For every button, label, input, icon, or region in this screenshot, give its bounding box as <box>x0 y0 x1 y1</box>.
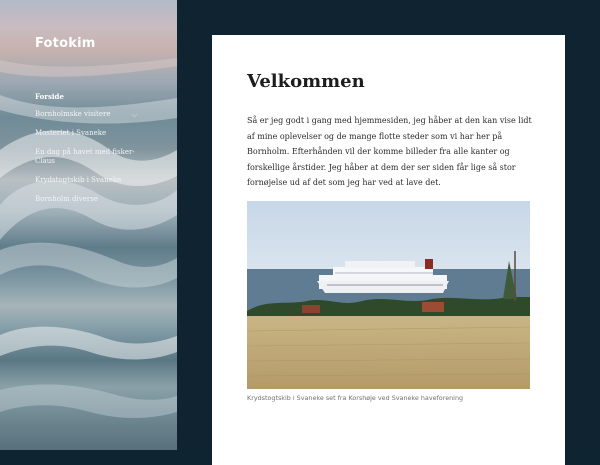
main-navigation <box>35 92 145 214</box>
cruise-ship-photo[interactable] <box>247 201 530 389</box>
nav-item-mosteriet[interactable]: Mosteriet i Svaneke <box>35 129 107 137</box>
page-title: Velkommen <box>247 71 365 92</box>
nav-item-bornholmske-visitere[interactable] <box>35 110 145 119</box>
main-content <box>212 35 565 465</box>
nav-item-fisker-claus[interactable]: En dag på havet med fisker-Claus <box>35 148 135 165</box>
sidebar-background-image <box>0 0 177 450</box>
nav-item-forside[interactable]: Forside <box>35 92 64 101</box>
image-caption: Krydstogtskib i Svaneke set fra Korshøje ved Svaneke haveforening <box>247 394 464 402</box>
nav-item-label: Bornholmske visitere <box>35 110 111 118</box>
sidebar <box>0 0 177 450</box>
nav-item-krydstogtskib[interactable]: Krydstogtskib i Svaneke <box>35 176 122 184</box>
intro-paragraph: Så er jeg godt i gang med hjemmesiden, jeg håber at den kan vise lidt af mine oplevelser og de mange flotte steder som vi har her på Bornholm. Efterhånden vil der komme billeder fra alle kanter og forskellige årstider. Jeg håber at dem der ser siden får lige så stor fornøjelse ud af det som jeg har ved at lave det. <box>247 116 532 188</box>
chevron-down-icon[interactable]: ⌵ <box>131 111 137 119</box>
site-title[interactable]: Fotokim <box>35 36 96 51</box>
nav-item-bornholm-diverse[interactable]: Bornholm diverse <box>35 195 98 203</box>
